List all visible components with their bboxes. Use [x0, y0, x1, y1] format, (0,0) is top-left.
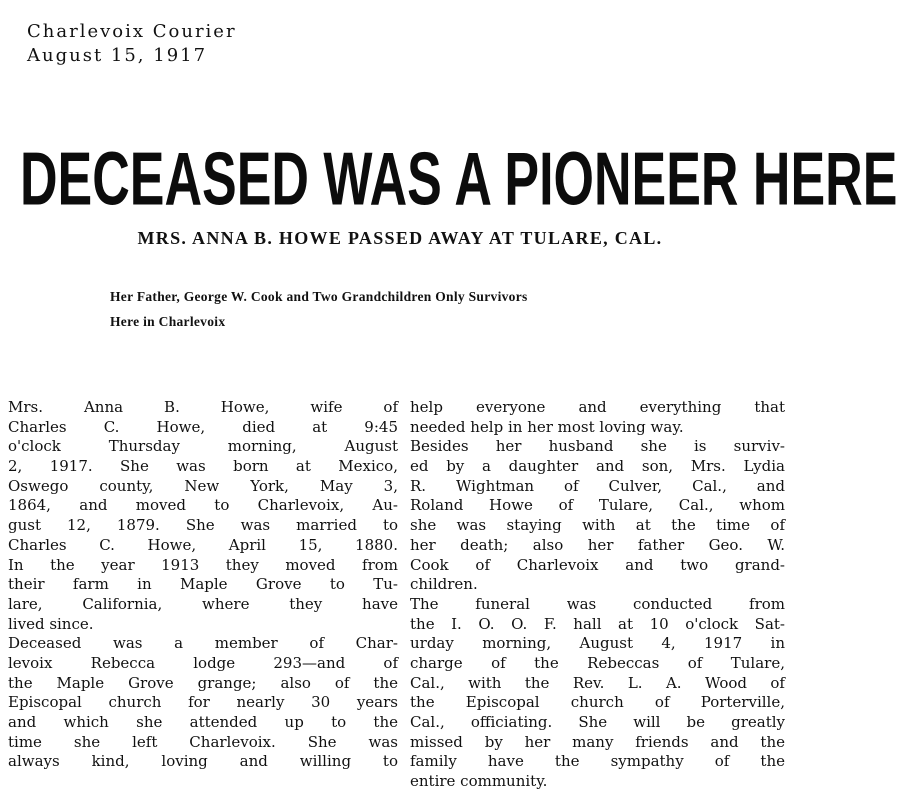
text-line: Oswego county, New York, May 3, — [8, 476, 398, 495]
subhead: MRS. ANNA B. HOWE PASSED AWAY AT TULARE, CAL. — [137, 228, 663, 248]
newspaper-name: Charlevoix Courier — [27, 21, 237, 42]
text-line: Cal., officiating. She will be greatly — [410, 713, 785, 731]
text-line: needed help in her most loving way. — [410, 417, 684, 436]
text-line: gust 12, 1879. She was married to — [8, 516, 398, 535]
text-line: time she left Charlevoix. She was — [8, 732, 398, 751]
headline: DECEASED WAS A PIONEER HERE — [20, 137, 897, 223]
text-line: Mrs. Anna B. Howe, wife of — [8, 398, 398, 416]
text-line: their farm in Maple Grove to Tu- — [8, 575, 398, 594]
text-line: 1864, and moved to Charlevoix, Au- — [8, 496, 398, 515]
text-line: children. — [410, 575, 478, 594]
text-line: charge of the Rebeccas of Tulare, — [410, 653, 785, 672]
text-line: Charles C. Howe, April 15, 1880. — [8, 535, 398, 554]
text-line: 2, 1917. She was born at Mexico, — [8, 457, 398, 476]
text-line: the I. O. O. F. hall at 10 o'clock Sat- — [410, 614, 785, 633]
text-line: The funeral was conducted from — [410, 594, 785, 613]
text-line: lare, California, where they have — [8, 594, 398, 613]
text-line: lived since. — [8, 614, 94, 633]
text-line: she was staying with at the time of — [410, 516, 785, 535]
text-line: Deceased was a member of Char- — [8, 634, 398, 653]
text-line: entire community. — [410, 772, 548, 791]
text-line: missed by her many friends and the — [410, 732, 785, 751]
deck — [110, 284, 710, 334]
text-line: Cook of Charlevoix and two grand- — [410, 555, 785, 574]
text-line: the Maple Grove grange; also of the — [8, 673, 398, 692]
left-column — [8, 398, 398, 772]
right-column — [410, 398, 785, 792]
text-line: urday morning, August 4, 1917 in — [410, 634, 785, 653]
deck-line: Her Father, George W. Cook and Two Grandchildren Only Survivors — [110, 289, 528, 304]
deck-line: Here in Charlevoix — [110, 314, 226, 329]
text-line: and which she attended up to the — [8, 713, 398, 731]
text-line: Charles C. Howe, died at 9:45 — [8, 417, 398, 436]
text-line: the Episcopal church of Porterville, — [410, 693, 785, 712]
publication-date: August 15, 1917 — [27, 45, 208, 66]
text-line: Besides her husband she is surviv- — [410, 437, 785, 456]
text-line: help everyone and everything that — [410, 398, 785, 416]
source-citation — [27, 20, 237, 68]
text-line: ed by a daughter and son, Mrs. Lydia — [410, 457, 785, 476]
text-line: R. Wightman of Culver, Cal., and — [410, 476, 785, 495]
text-line: family have the sympathy of the — [410, 752, 785, 771]
text-line: always kind, loving and willing to — [8, 752, 398, 771]
text-line: levoix Rebecca lodge 293—and of — [8, 653, 398, 672]
text-line: her death; also her father Geo. W. — [410, 535, 785, 554]
text-line: Roland Howe of Tulare, Cal., whom — [410, 496, 785, 515]
text-line: Episcopal church for nearly 30 years — [8, 693, 398, 712]
text-line: Cal., with the Rev. L. A. Wood of — [410, 673, 785, 692]
text-line: o'clock Thursday morning, August — [8, 437, 398, 456]
text-line: In the year 1913 they moved from — [8, 555, 398, 574]
